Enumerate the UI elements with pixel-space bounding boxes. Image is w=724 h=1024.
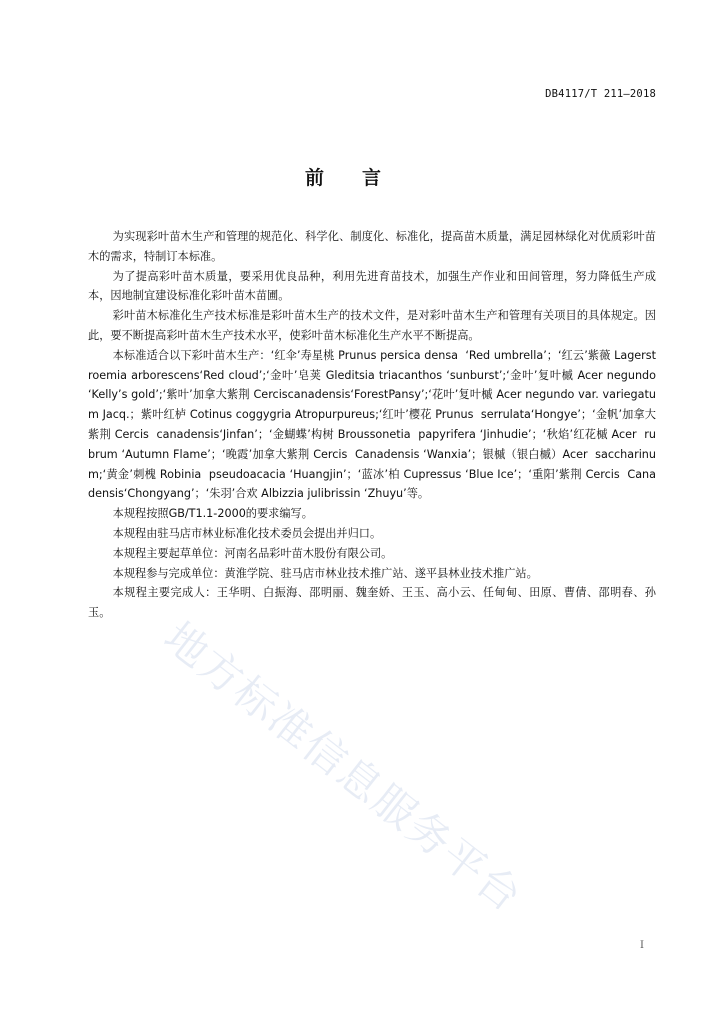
- paragraph-technical-standard: 彩叶苗木标准化生产技术标准是彩叶苗木生产的技术文件，是对彩叶苗木生产和管理有关项目的具体规定。因此，要不断提高彩叶苗木生产技术水平，使彩叶苗木标准化生产水平不断提高。: [88, 309, 656, 342]
- standard-code: DB4117/T 211—2018: [545, 88, 656, 100]
- paragraph-drafting-rules: 本规程按照GB/T1.1-2000的要求编写。: [112, 507, 313, 521]
- preface-body: [88, 227, 660, 623]
- paragraph-participants: 本规程参与完成单位：黄淮学院、驻马店市林业技术推广站、遂平县林业技术推广站。: [112, 566, 538, 580]
- paragraph-main-drafter: 本规程主要起草单位：河南名品彩叶苗木股份有限公司。: [112, 546, 393, 560]
- paragraph-purpose: 为实现彩叶苗木生产和管理的规范化、科学化、制度化、标准化，提高苗木质量，满足园林绿化对优质彩叶苗木的需求，特制订本标准。: [88, 230, 656, 263]
- paragraph-proposer: 本规程由驻马店市林业标准化技术委员会提出并归口。: [112, 526, 382, 540]
- watermark-text: 地方标准信息服务平台: [154, 612, 532, 922]
- paragraph-species-list: 本标准适合以下彩叶苗木生产：‘红伞’寿星桃 Prunus persica densa ‘Red umbrella’；‘红云’紫薇 Lagerstroemia arborescens‘Red cloud’;‘金叶’皂荚 Gleditsia triacanthos ‘sunburst’;‘金叶’复叶槭 Acer negundo ‘Kelly’s gold’;‘紫叶’加拿大紫荆 Cerciscanadensis‘ForestPansy’;‘花叶’复叶槭 Acer negundo var. variegatum Jacq.；紫叶红栌 Cotinus coggygria Atropurpureus;‘红叶’樱花 Prunus serrulata‘Hongye’；‘金帆’加拿大紫荆 Cercis canadensis‘Jinfan’；‘金蝴蝶’构树 Broussonetia papyrifera ‘Jinhudie’；‘秋焰’红花槭 Acer rubrum ‘Autumn Flame’；‘晚霞’加拿大紫荆 Cercis Canadensis ‘Wanxia’；银槭（银白槭）Acer saccharinum;‘黄金’刺槐 Robinia pseudoacacia ‘Huangjin’；‘蓝冰’柏 Cupressus ‘Blue Ice’；‘重阳’紫荆 Cercis Canadensis‘Chongyang’；‘朱羽’合欢 Albizzia julibrissin ‘Zhuyu’等。: [88, 348, 660, 501]
- paragraph-authors: 本规程主要完成人：王华明、白振海、邵明丽、魏奎娇、王玉、高小云、任甸甸、田原、曹倩、邵明春、孙玉。: [88, 586, 656, 620]
- paragraph-quality: 为了提高彩叶苗木质量，要采用优良品种，利用先进育苗技术，加强生产作业和田间管理，努力降低生产成本，因地制宜建设标准化彩叶苗木苗圃。: [88, 269, 656, 303]
- page-number: I: [640, 940, 644, 951]
- page-title: 前言: [304, 167, 419, 189]
